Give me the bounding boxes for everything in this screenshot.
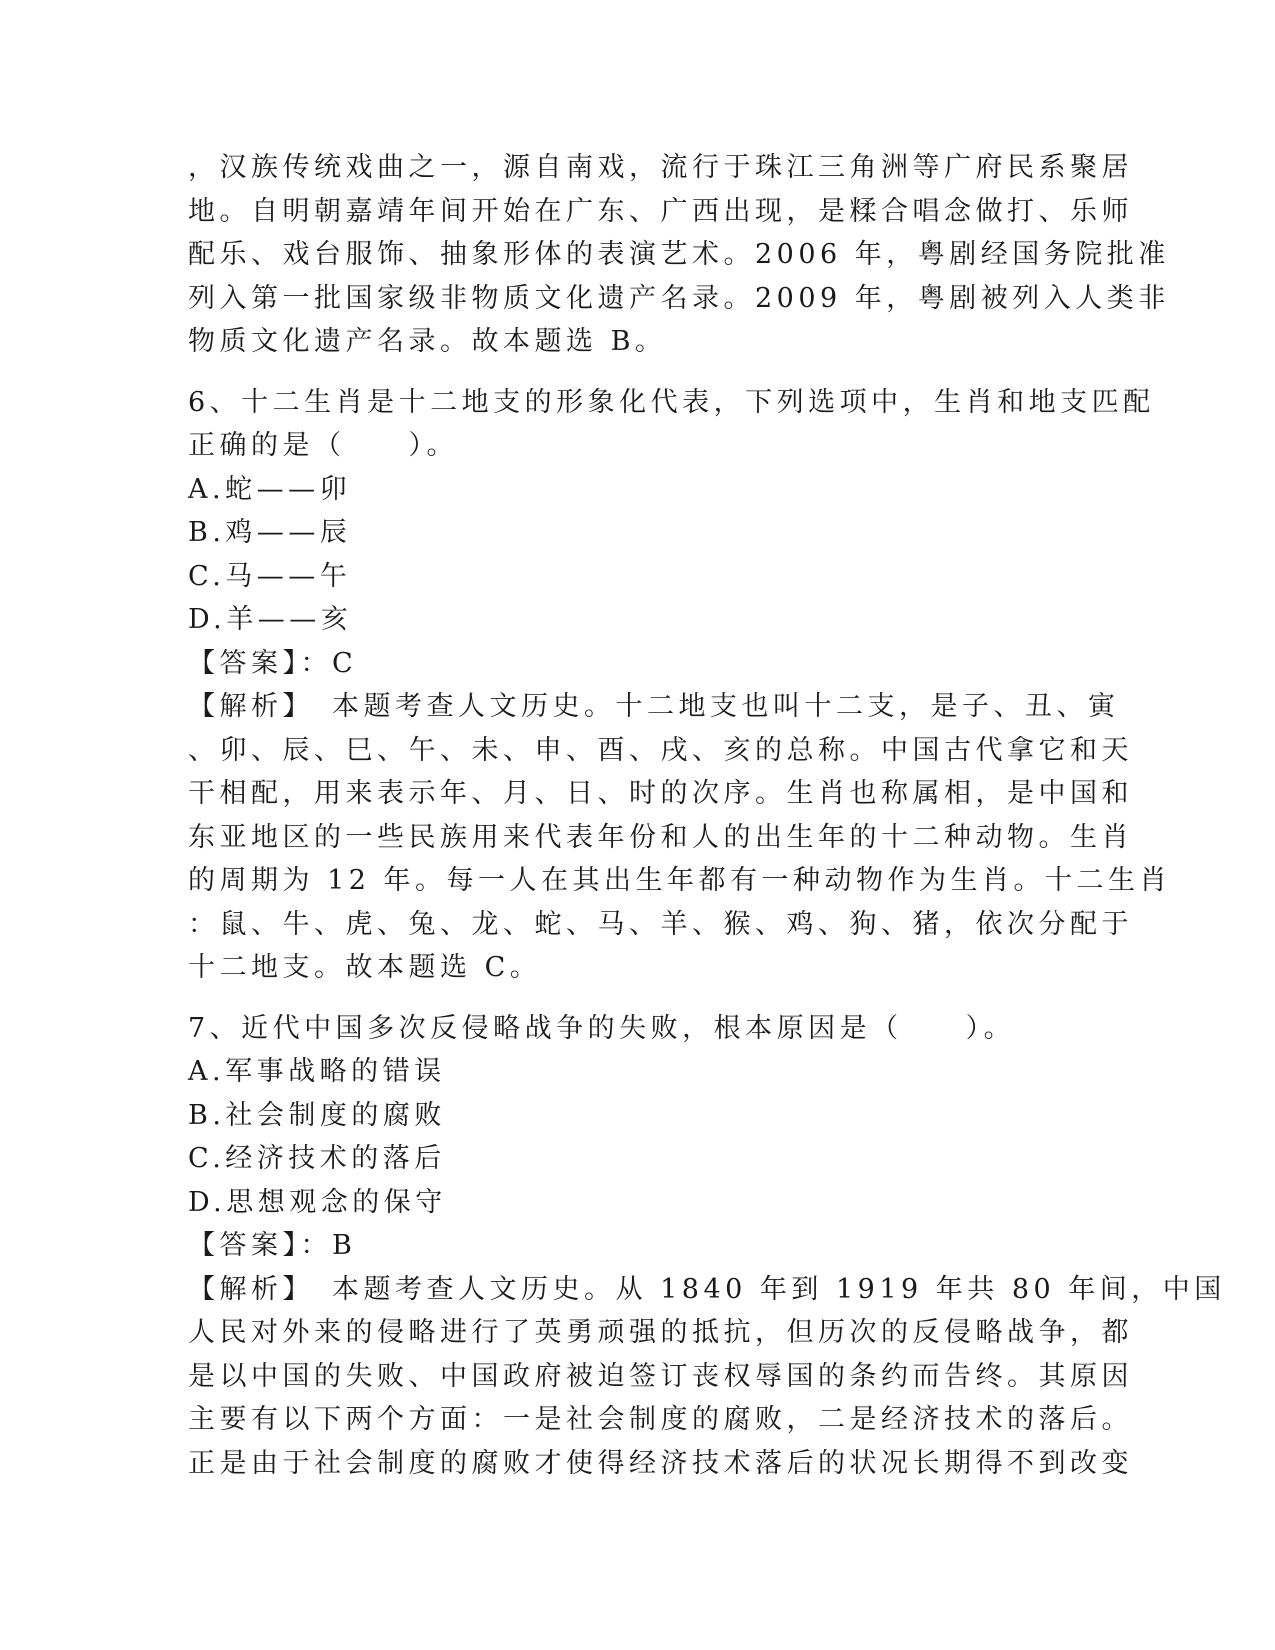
- analysis-line: 东亚地区的一些民族用来代表年份和人的出生年的十二种动物。生肖: [188, 821, 1133, 853]
- answer-line: 【答案】：C: [188, 647, 358, 679]
- option-d: D.羊——亥: [188, 604, 353, 635]
- option-c: C.经济技术的落后: [188, 1143, 446, 1174]
- answer-line: 【答案】：B: [188, 1230, 357, 1261]
- analysis-line: 、卯、辰、巳、午、未、申、酉、戌、亥的总称。中国古代拿它和天: [188, 734, 1133, 766]
- option-d: D.思想观念的保守: [188, 1186, 447, 1218]
- page-content: [188, 146, 1226, 1485]
- text-line: 配乐、戏台服饰、抽象形体的表演艺术。2006 年，粤剧经国务院批准: [188, 239, 1170, 270]
- option-b: B.鸡——辰: [188, 517, 352, 548]
- text-line: ，汉族传统戏曲之一，源自南戏，流行于珠江三角洲等广府民系聚居: [188, 152, 1133, 183]
- analysis-line: 【解析】 本题考查人文历史。十二地支也叫十二支，是子、丑、寅: [188, 691, 1120, 722]
- option-b: B.社会制度的腐败: [188, 1099, 446, 1131]
- option-a: A.蛇——卯: [188, 473, 352, 505]
- analysis-line: 十二地支。故本题选 C。: [188, 952, 542, 983]
- text-line: 地。自明朝嘉靖年间开始在广东、广西出现，是糅合唱念做打、乐师: [188, 195, 1133, 227]
- analysis-line: 的周期为 12 年。每一人在其出生年都有一种动物作为生肖。十二生肖: [188, 865, 1172, 896]
- question-stem: 正确的是（ ）。: [188, 430, 458, 461]
- paragraph-gap: [188, 990, 1078, 1007]
- analysis-line: 干相配，用来表示年、月、日、时的次序。生肖也称属相，是中国和: [188, 778, 1133, 809]
- analysis-line: ：鼠、牛、虎、兔、龙、蛇、马、羊、猴、鸡、狗、猪，依次分配于: [188, 908, 1133, 940]
- paragraph-gap: [188, 364, 1078, 381]
- analysis-line: 主要有以下两个方面：一是社会制度的腐败，二是经济技术的落后。: [188, 1404, 1133, 1435]
- question-6: [188, 381, 1172, 990]
- text-line: 物质文化遗产名录。故本题选 B。: [188, 326, 667, 357]
- option-a: A.军事战略的错误: [188, 1056, 446, 1087]
- question-7: [188, 1007, 1226, 1486]
- analysis-line: 正是由于社会制度的腐败才使得经济技术落后的状况长期得不到改变: [188, 1447, 1133, 1479]
- previous-explanation: [188, 146, 1170, 364]
- analysis-line: 【解析】 本题考查人文历史。从 1840 年到 1919 年共 80 年间，中国: [188, 1273, 1226, 1305]
- question-stem: 6、十二生肖是十二地支的形象化代表，下列选项中，生肖和地支匹配: [188, 386, 1155, 418]
- analysis-line: 是以中国的失败、中国政府被迫签订丧权辱国的条约而告终。其原因: [188, 1360, 1133, 1392]
- question-stem: 7、近代中国多次反侵略战争的失败，根本原因是（ ）。: [188, 1012, 1016, 1044]
- text-line: 列入第一批国家级非物质文化遗产名录。2009 年，粤剧被列入人类非: [188, 282, 1170, 314]
- analysis-line: 人民对外来的侵略进行了英勇顽强的抵抗，但历次的反侵略战争，都: [188, 1317, 1133, 1348]
- option-c: C.马——午: [188, 560, 352, 592]
